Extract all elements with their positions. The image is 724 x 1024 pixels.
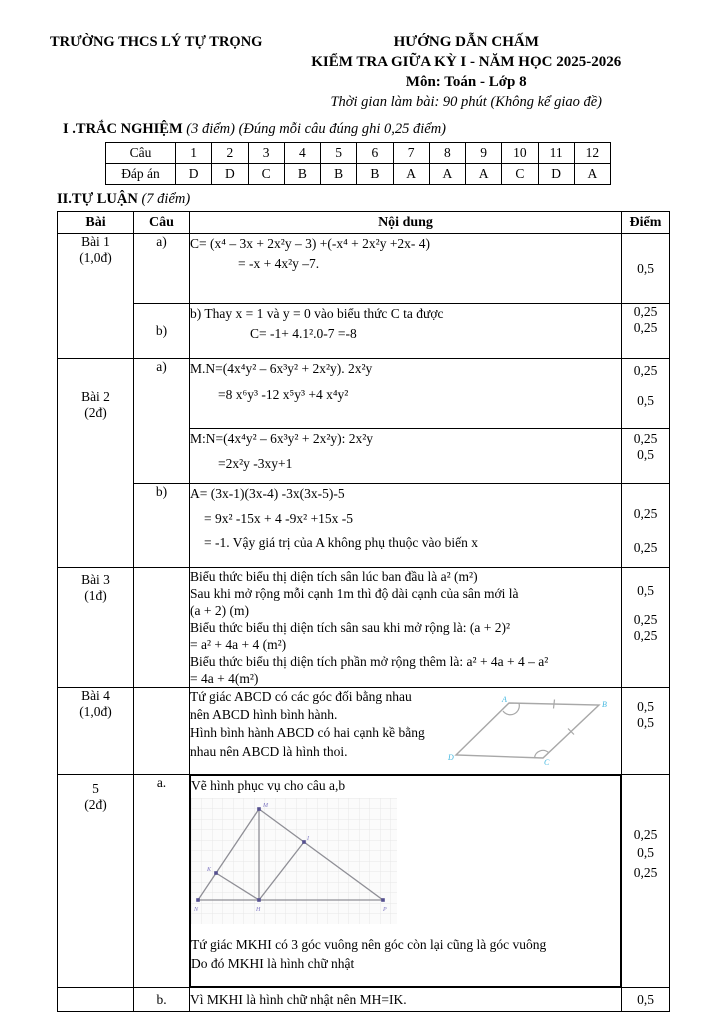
title-block	[262, 32, 670, 112]
doc-subject-line: Môn: Toán - Lớp 8	[405, 74, 527, 90]
formula-line: = 4a + 4(m²)	[190, 671, 259, 686]
table-row	[58, 775, 670, 988]
bai3-diem	[622, 568, 670, 688]
bai2a1-diem	[622, 359, 670, 429]
cau-a-label: a.	[156, 775, 167, 790]
doc-title-line2: KIỂM TRA GIỮA KỲ I - NĂM HỌC 2025-2026	[311, 54, 622, 70]
bai1-points: (1,0đ)	[79, 250, 112, 265]
bai3-cau-empty	[134, 568, 190, 688]
multiple-choice-table	[105, 142, 611, 185]
table-header-row	[58, 212, 670, 234]
formula-line: = 9x² -15x + 4 -9x² +15x -5	[204, 510, 354, 526]
vertex-label-p: P	[383, 906, 387, 913]
col-header-bai: Bài	[58, 212, 134, 234]
bai2-cell	[58, 359, 134, 568]
bai4-content	[190, 688, 622, 775]
mc-a: A	[393, 164, 429, 185]
formula-line: M:N=(4x⁴y² – 6x³y² + 2x²y): 2x²y	[190, 431, 374, 446]
mc-q: 11	[538, 143, 574, 164]
essay-answer-table	[57, 211, 670, 1012]
table-row	[58, 304, 670, 359]
mc-q: 7	[393, 143, 429, 164]
bai1a-content	[190, 234, 622, 304]
bai2-label: Bài 2	[81, 389, 110, 404]
vertex-label-k: K	[207, 866, 212, 873]
col-header-cau: Câu	[134, 212, 190, 234]
bai3-label: Bài 3	[81, 572, 110, 587]
text-line: nhau nên ABCD là hình thoi.	[190, 743, 348, 759]
text-line: Tứ giác ABCD có các góc đối bằng nhau	[190, 689, 412, 704]
bai5b-content: Vì MKHI là hình chữ nhật nên MH=IK.	[190, 988, 622, 1012]
mc-q: 5	[321, 143, 357, 164]
bai2b-cau: b)	[134, 484, 190, 568]
bai4-cell	[58, 688, 134, 775]
text-line: Hình bình hành ABCD có hai cạnh kề bằng	[190, 725, 425, 741]
bai1-cell	[58, 234, 134, 359]
text-line: nên ABCD hình bình hành.	[190, 707, 338, 723]
bai5a-diem	[622, 775, 670, 988]
text-line: = -1. Vậy giá trị của A không phụ thuộc vào biến x	[204, 535, 478, 551]
bai4-diem	[622, 688, 670, 775]
score-value: 0,25	[633, 506, 658, 521]
vertex-label-c: C	[544, 758, 550, 766]
doc-time-line: Thời gian làm bài: 90 phút (Không kể giao đề)	[330, 94, 602, 110]
document-header	[50, 32, 670, 112]
bai3-cell	[58, 568, 134, 688]
table-row	[58, 484, 670, 568]
bai3-points: (1đ)	[84, 588, 107, 603]
col-header-diem: Điểm	[622, 212, 670, 234]
bai4-label: Bài 4	[81, 688, 110, 703]
vertex-label-i: I	[307, 835, 309, 842]
bai2a1-content	[190, 359, 622, 429]
col-header-noidung: Nội dung	[190, 212, 622, 234]
bai5-label: 5	[92, 781, 99, 796]
formula-line: (a + 2) (m)	[190, 603, 249, 618]
section1-heading	[63, 121, 670, 138]
text-line: b) Thay x = 1 và y = 0 vào biểu thức C ta được	[190, 306, 444, 321]
vertex-label-n: N	[194, 906, 199, 913]
formula-line: A= (3x-1)(3x-4) -3x(3x-5)-5	[190, 486, 345, 501]
bai5a-cau	[134, 775, 190, 988]
formula-line: = -x + 4x²y –7.	[238, 255, 320, 271]
text-line: Vẽ hình phục vụ cho câu a,b	[191, 778, 346, 793]
bai2a-cau: a)	[134, 359, 190, 484]
bai1a-cau: a)	[134, 234, 190, 304]
table-row	[58, 234, 670, 304]
section2-heading	[57, 191, 670, 208]
text-line: Biểu thức biểu thị diện tích sân sau khi mở rộng là: (a + 2)²	[190, 620, 511, 635]
score-value: 0,25	[633, 320, 658, 335]
score-value: 0,5	[637, 699, 654, 714]
score-value: 0,5	[637, 393, 654, 408]
vertex-label-d: D	[448, 753, 454, 762]
score-value: 0,5	[637, 447, 654, 462]
mc-q: 12	[574, 143, 610, 164]
mc-row-label-dapan: Đáp án	[106, 164, 176, 185]
bai2a2-content	[190, 429, 622, 484]
mc-a: C	[248, 164, 284, 185]
bai1a-diem: 0,5	[622, 234, 670, 304]
bai5-points: (2đ)	[84, 797, 107, 812]
mc-a: B	[321, 164, 357, 185]
bai5b-diem: 0,5	[622, 988, 670, 1012]
mc-a: B	[357, 164, 393, 185]
section1-title: I .TRẮC NGHIỆM	[63, 121, 183, 137]
text-line: Biểu thức biểu thị diện tích phần mở rộng thêm là: a² + 4a + 4 – a²	[190, 654, 549, 669]
vertex-label-m: M	[263, 802, 268, 809]
score-value: 0,25	[633, 628, 658, 643]
score-value: 0,25	[633, 431, 658, 446]
mc-q: 6	[357, 143, 393, 164]
mc-a: D	[212, 164, 248, 185]
score-value: 0,5	[637, 715, 654, 730]
mc-question-row	[106, 143, 611, 164]
bai5b-bai-empty	[58, 988, 134, 1012]
bai1b-diem	[622, 304, 670, 359]
mc-q: 9	[466, 143, 502, 164]
formula-line: M.N=(4x⁴y² – 6x³y² + 2x²y). 2x²y	[190, 361, 373, 376]
bai5-cell	[58, 775, 134, 988]
formula-line: = a² + 4a + 4 (m²)	[190, 637, 287, 652]
table-row	[58, 568, 670, 688]
score-value: 0,25	[633, 363, 658, 378]
mc-q: 10	[502, 143, 538, 164]
mc-a: D	[176, 164, 212, 185]
text-line: Tứ giác MKHI có 3 góc vuông nên góc còn lại cũng là góc vuông	[191, 936, 547, 952]
mc-a: D	[538, 164, 574, 185]
mc-q: 3	[248, 143, 284, 164]
formula-line: =2x²y -3xy+1	[218, 455, 293, 471]
table-row	[58, 688, 670, 775]
vertex-label-h: H	[256, 906, 261, 913]
bai1b-cau: b)	[134, 304, 190, 359]
mc-q: 2	[212, 143, 248, 164]
text-line: Sau khi mở rộng mỗi cạnh 1m thì độ dài cạnh của sân mới là	[190, 586, 519, 601]
bai2a2-diem	[622, 429, 670, 484]
vertex-label-a: A	[502, 695, 507, 704]
mc-row-label-cau: Câu	[106, 143, 176, 164]
section2-title: II.TỰ LUẬN	[57, 191, 138, 207]
bai2b-content	[190, 484, 622, 568]
mc-answer-row	[106, 164, 611, 185]
score-value: 0,25	[633, 865, 658, 881]
parallelogram-figure	[447, 694, 615, 771]
doc-title-line1: HƯỚNG DẪN CHẤM	[393, 34, 539, 50]
text-line: Do đó MKHI là hình chữ nhật	[191, 956, 355, 972]
bai4-cau-empty	[134, 688, 190, 775]
mc-q: 8	[429, 143, 465, 164]
school-name: TRƯỜNG THCS LÝ TỰ TRỌNG	[50, 34, 263, 50]
score-value: 0,5	[637, 583, 654, 598]
vertex-label-b: B	[602, 700, 607, 709]
mc-a: B	[284, 164, 320, 185]
triangle-grid-figure	[191, 798, 620, 930]
score-value: 0,25	[633, 540, 658, 555]
bai2-points: (2đ)	[84, 405, 107, 420]
mc-a: A	[466, 164, 502, 185]
score-value: 0,25	[633, 304, 658, 319]
section1-subtitle: (3 điểm) (Đúng mỗi câu đúng ghi 0,25 điểm)	[186, 121, 447, 137]
formula-line: C= (x⁴ – 3x + 2x²y – 3) +(-x⁴ + 2x²y +2x- 4)	[190, 236, 431, 251]
bai4-points: (1,0đ)	[79, 704, 112, 719]
score-value: 0,25	[633, 612, 658, 627]
table-row	[58, 359, 670, 429]
formula-line: C= -1+ 4.1².0-7 =-8	[250, 325, 357, 341]
mc-a: A	[429, 164, 465, 185]
mc-a: A	[574, 164, 610, 185]
score-value: 0,5	[637, 845, 654, 860]
bai2b-diem	[622, 484, 670, 568]
bai1b-content	[190, 304, 622, 359]
bai5a-content	[190, 775, 621, 987]
section2-subtitle: (7 điểm)	[141, 191, 191, 207]
mc-a: C	[502, 164, 538, 185]
formula-line: =8 x⁶y³ -12 x⁵y³ +4 x⁴y²	[218, 386, 349, 402]
bai3-content	[190, 568, 622, 688]
mc-q: 4	[284, 143, 320, 164]
score-value: 0,25	[633, 827, 658, 842]
mc-q: 1	[176, 143, 212, 164]
bai5b-cau: b.	[134, 988, 190, 1012]
bai1-label: Bài 1	[81, 234, 110, 249]
text-line: Biểu thức biểu thị diện tích sân lúc ban đầu là a² (m²)	[190, 569, 478, 584]
table-row	[58, 988, 670, 1012]
